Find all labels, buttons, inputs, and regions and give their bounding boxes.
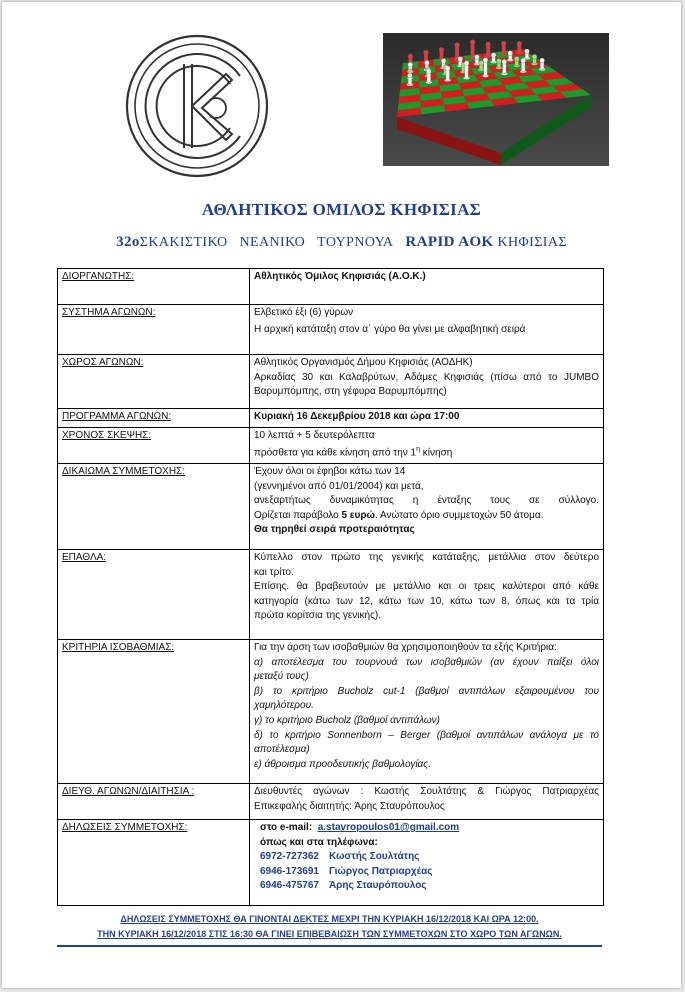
row-schedule <box>58 409 604 428</box>
phone-contact-name: Γιώργος Πατριαρχέας <box>328 865 433 877</box>
row-venue <box>58 355 604 409</box>
row-eligibility <box>58 464 604 550</box>
row-label: ΔΙΚΑΙΩΜΑ ΣΥΜΜΕΤΟΧΗΣ: <box>62 466 186 478</box>
row-label: ΔΗΛΩΣΕΙΣ ΣΥΜΜΕΤΟΧΗΣ: <box>62 822 188 834</box>
phone-number[interactable]: 6946-475767 <box>260 880 319 892</box>
row-prizes <box>58 550 604 640</box>
tiebreak-line: χαμηλότερου. <box>254 700 314 712</box>
tournament-subtitle <box>2 234 681 251</box>
row-registration <box>58 820 604 906</box>
row-time-control <box>58 427 604 464</box>
schedule-value: Κυριακή 16 Δεκεμβρίου 2018 και ώρα 17:00 <box>254 411 460 422</box>
venue-line: Βαρυμπόμπης, στη γέφυρα Βαρυμπόμπης) <box>254 386 447 398</box>
row-system <box>58 305 604 355</box>
system-line: Η αρχική κατάταξη στον α΄ γύρο θα γίνει με αλφαβητική σειρά <box>254 323 526 335</box>
email-link[interactable]: a.stavropoulos01@gmail.com <box>317 822 460 834</box>
prizes-line: Κύπελλο στον πρώτο της γενικής κατάταξης, μετάλλια στον δεύτερο <box>254 552 599 564</box>
rapid-aok-label: RAPID AOK <box>405 234 494 250</box>
eligibility-line: ανεξαρτήτως δυναμικότητας η ένταξης τους σε σύλλογο. <box>254 495 599 507</box>
phone-number[interactable]: 6946-173691 <box>260 865 319 877</box>
tiebreak-line: αποτέλεσμα) <box>254 744 310 756</box>
row-label: ΚΡΙΤΗΡΙΑ ΙΣΟΒΑΘΜΙΑΣ: <box>62 642 175 654</box>
prizes-line: Επίσης. θα βραβευτούν με μετάλλιο και οι τρεις καλύτεροι από κάθε <box>254 581 599 593</box>
row-label: ΣΥΣΤΗΜΑ ΑΓΩΝΩΝ: <box>62 307 156 318</box>
phones-label: όπως και στα τηλέφωνα: <box>260 836 378 848</box>
prizes-line: πρώτα κορίτσια της γενικής). <box>254 610 382 622</box>
row-label: ΧΩΡΟΣ ΑΓΩΝΩΝ: <box>62 357 144 368</box>
tiebreak-line: ε) άθροισμα προοδευτικής βαθμολογίας. <box>254 758 431 770</box>
subtitle-word: ΚΗΦΙΣΙΑΣ <box>497 235 567 250</box>
phone-contact-name: Άρης Σταυρόπουλος <box>328 880 427 892</box>
eligibility-line: (γεννημένοι από 01/01/2004) και μετά, <box>254 480 424 492</box>
venue-line: Αρκαδίας 30 και Καλαβρύτων, Αδάμες Κηφισιάς (πίσω από το JUMBO <box>254 371 599 383</box>
document-page <box>2 2 681 988</box>
organizer-value: Αθλητικός Όμιλος Κηφισιάς (Α.Ο.Κ.) <box>254 271 426 282</box>
time-line: 10 λεπτά + 5 δευτερόλεπτα <box>254 429 375 441</box>
tiebreak-intro: Για την άρση των ισοβαθμιών θα χρησιμοποιηθούν τα εξής Κριτήρια: <box>254 642 557 654</box>
direction-line: Διευθυντές αγώνων : Κωστής Σουλτάτης & Γιώργος Πατριαρχέας <box>254 786 599 798</box>
chess-board-image <box>383 33 609 166</box>
direction-line: Επικεφαλής διαιτητής: Άρης Σταυρόπουλος <box>254 800 445 812</box>
eligibility-line: Έχουν όλοι οι έφηβοι κάτω των 14 <box>254 466 406 478</box>
tournament-info-table <box>57 268 604 906</box>
row-label: ΔΙΟΡΓΑΝΩΤΗΣ: <box>62 271 135 282</box>
email-label: στο e-mail: <box>260 822 313 834</box>
row-direction <box>58 784 604 820</box>
time-line: πρόσθετα για κάθε κίνηση από την $1^\eta$ κίνηση <box>254 446 453 459</box>
subtitle-word: ΣΚΑΚΙΣΤΙΚΟ <box>139 235 228 250</box>
club-title: ΑΘΛΗΤΙΚΟΣ ΟΜΙΛΟΣ ΚΗΦΙΣΙΑΣ <box>201 200 482 219</box>
tiebreak-line: μεταξύ τους) <box>254 671 309 683</box>
confirmation-line: ΤΗΝ ΚΥΡΙΑΚΗ 16/12/2018 ΣΤΙΣ 16:30 ΘΑ ΓΙΝΕΙ ΕΠΙΒΕΒΑΙΩΣΗ ΤΩΝ ΣΥΜΜΕΤΟΧΩΝ ΣΤΟ ΧΩΡΟ ΤΩΝ ΑΓΩΝΩΝ. <box>97 929 562 939</box>
tiebreak-line: α) αποτέλεσμα του τουρνουά των ισοβαθμιών (αν έχουν παίξει όλοι <box>254 656 599 668</box>
prizes-line: κατηγορία (κάτω των 12, κάτω των 10, κάτω των 8, όπως και τα τρία <box>254 595 599 607</box>
row-label: ΔΙΕΥΘ. ΑΓΩΝΩΝ/ΔΙΑΙΤΗΣΙΑ : <box>62 786 195 798</box>
eligibility-line: Θα τηρηθεί σειρά προτεραιότητας <box>254 524 415 536</box>
deadline-line: ΔΗΛΩΣΕΙΣ ΣΥΜΜΕΤΟΧΗΣ ΘΑ ΓΙΝΟΝΤΑΙ ΔΕΚΤΕΣ ΜΕΧΡΙ ΤΗΝ ΚΥΡΙΑΚΗ 16/12/2018 ΚΑΙ ΩΡΑ 12:00. <box>120 914 539 924</box>
club-logo <box>122 24 272 189</box>
row-organizer <box>58 269 604 305</box>
edition-number: 32ο <box>116 234 140 250</box>
phone-entry <box>260 850 599 865</box>
phone-entry <box>260 879 599 894</box>
system-line: Ελβετικό έξι (6) γύρων <box>254 307 354 318</box>
phone-entry <box>260 865 599 880</box>
row-label: ΠΡΟΓΡΑΜΜΑ ΑΓΩΝΩΝ: <box>62 411 172 422</box>
eligibility-line: Ορίζεται παράβολο 5 ευρώ. Ανώτατο όριο συμμετοχών 50 άτομα. <box>254 509 544 521</box>
row-label: ΧΡΟΝΟΣ ΣΚΕΨΗΣ: <box>62 429 152 441</box>
row-tiebreak <box>58 640 604 784</box>
subtitle-word: ΤΟΥΡΝΟΥΑ <box>317 235 394 250</box>
phone-contact-name: Κωστής Σουλτάτης <box>328 851 420 863</box>
venue-line: Αθλητικός Οργανισμός Δήμου Κηφισιάς (ΑΟΔΗΚ) <box>254 357 473 368</box>
tiebreak-line: β) το κριτήριο Bucholz cut-1 (βαθμοί αντιπάλων εξαιρουμένου του <box>254 685 599 697</box>
row-label: ΕΠΑΘΛΑ: <box>62 552 107 564</box>
tiebreak-line: γ) το κριτήριο Bucholz (βαθμοί αντιπάλων) <box>254 715 440 727</box>
tiebreak-line: δ) το κριτήριο Sonnenborn – Berger (βαθμοί αντιπάλων ανάλογα με το <box>254 729 599 741</box>
registration-deadline-notice <box>57 912 602 947</box>
prizes-line: και τρίτο. <box>254 566 294 578</box>
subtitle-word: ΝΕΑΝΙΚΟ <box>239 235 306 250</box>
phone-number[interactable]: 6972-727362 <box>260 851 319 863</box>
